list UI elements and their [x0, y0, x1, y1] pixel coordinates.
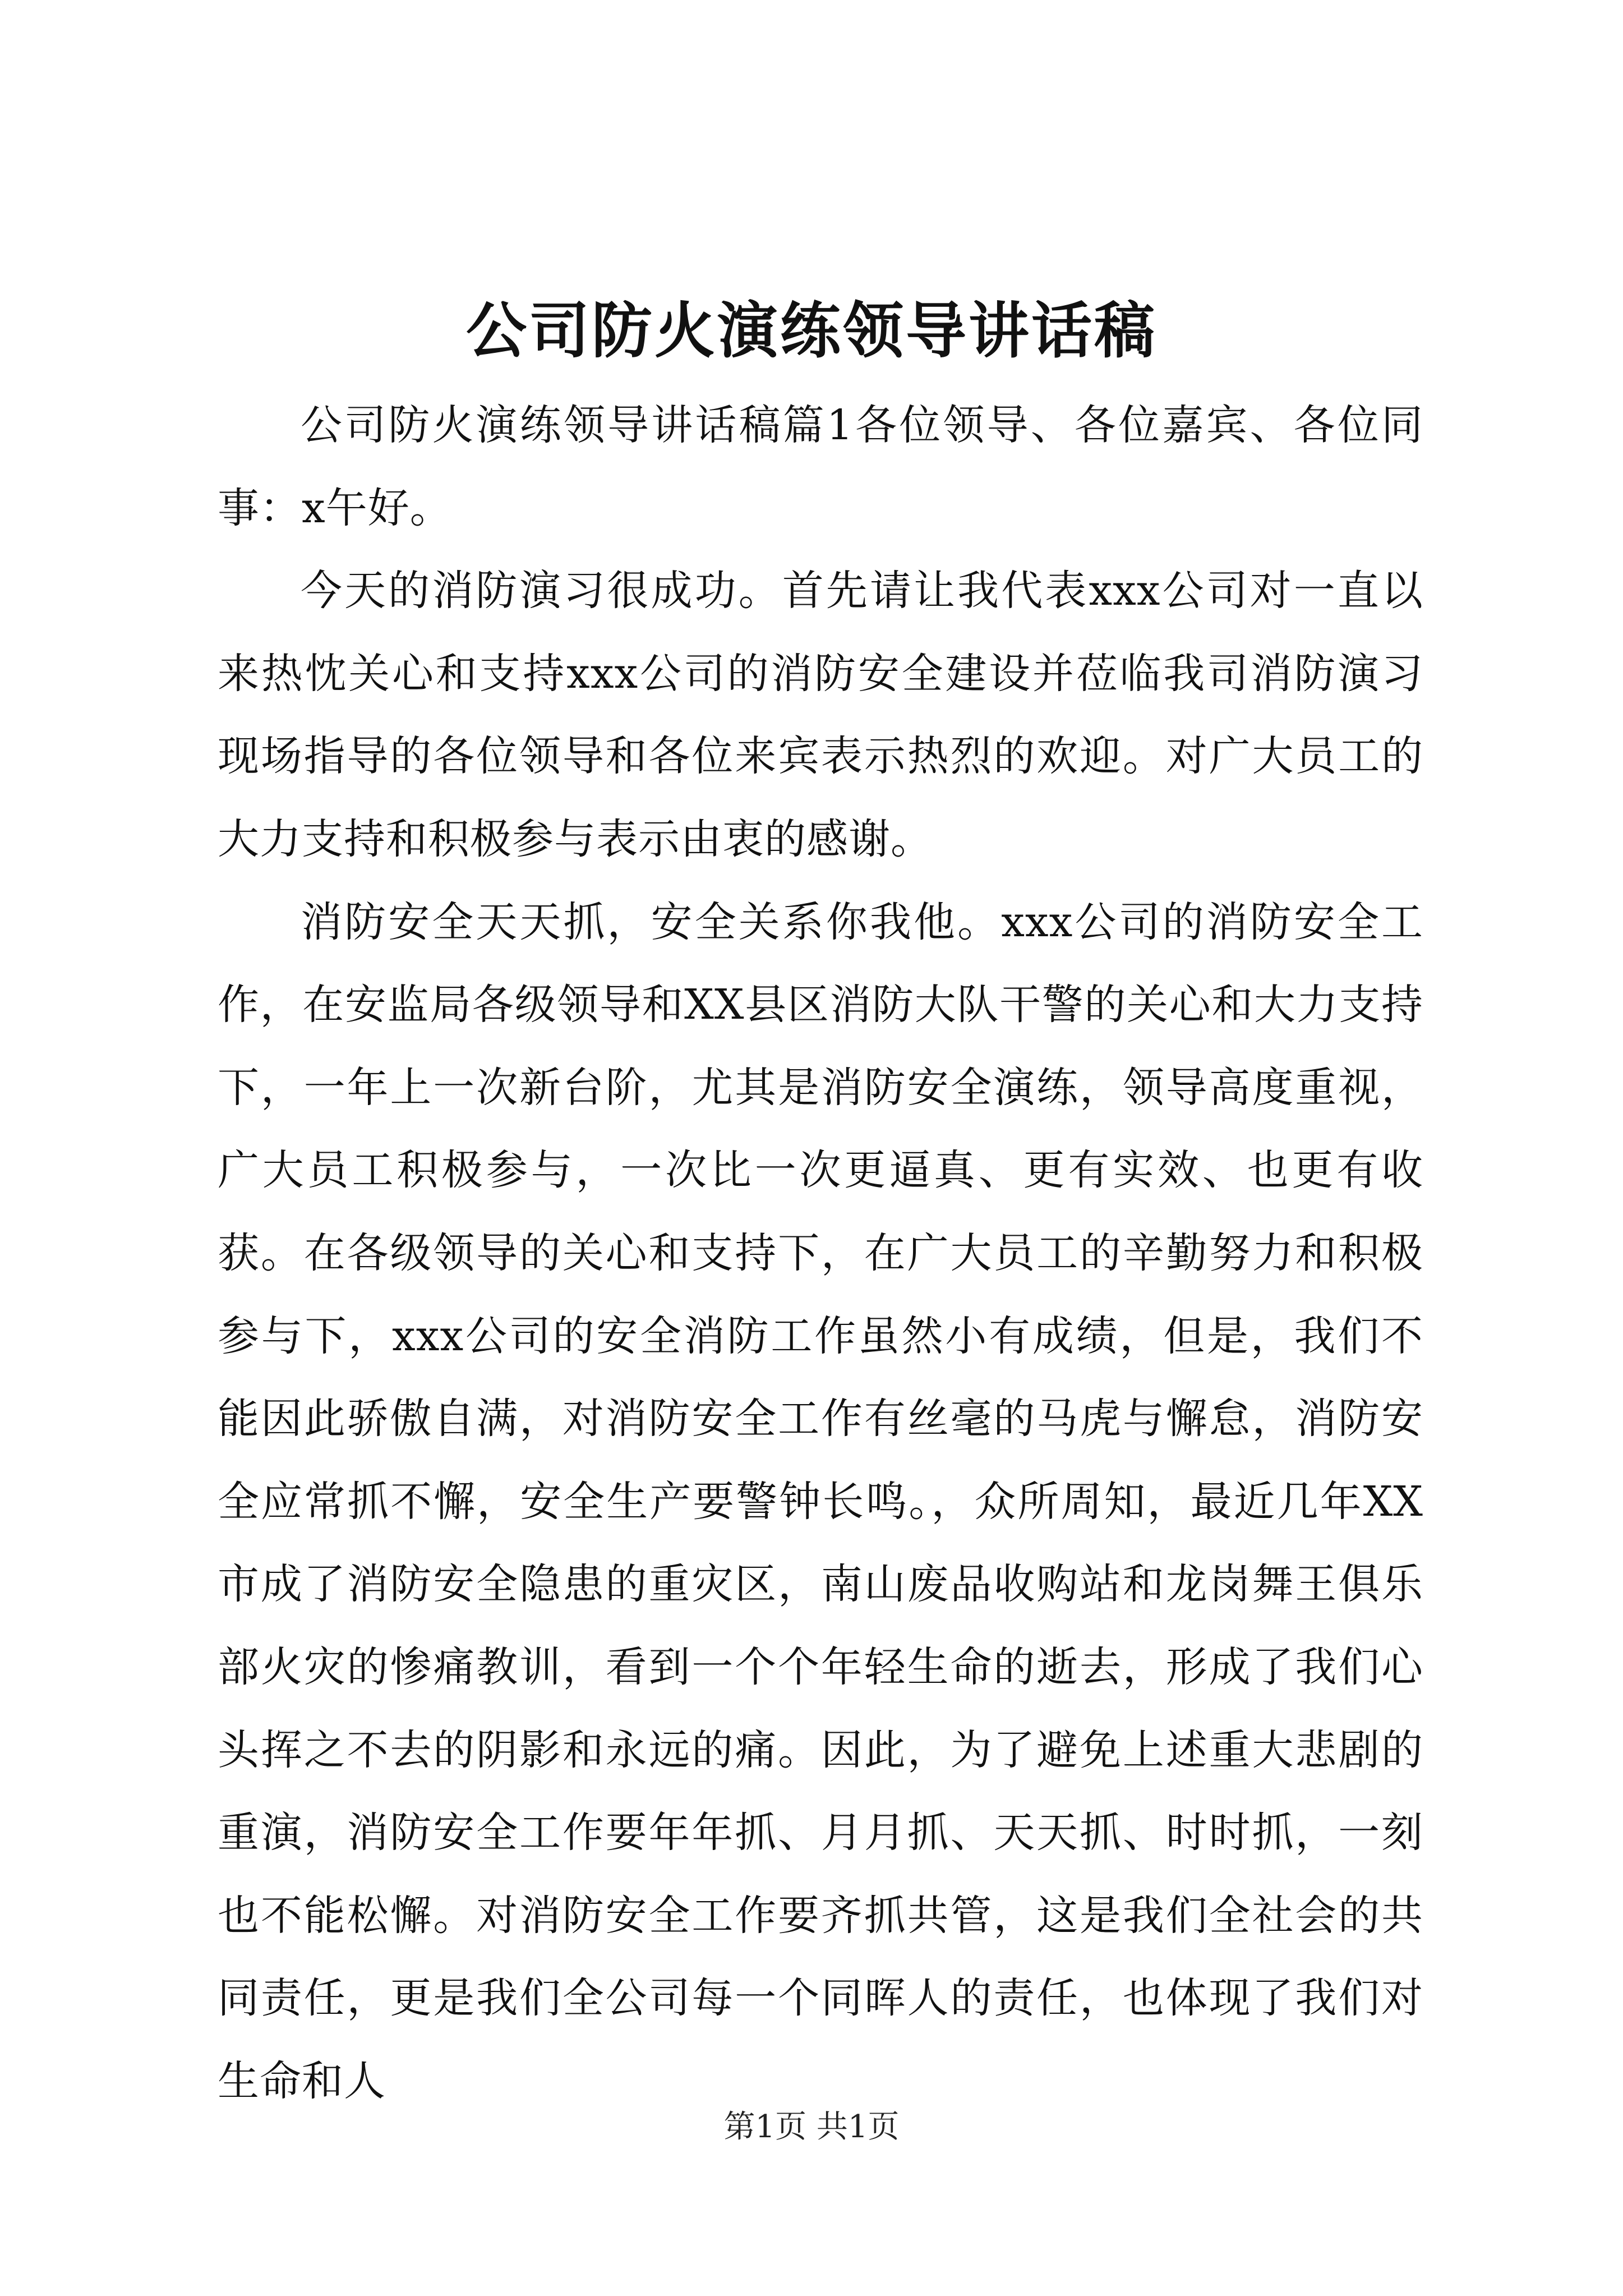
paragraph-greeting: 公司防火演练领导讲话稿篇1各位领导、各位嘉宾、各位同事：x午好。 — [218, 401, 1423, 532]
paragraph-welcome: 今天的消防演习很成功。首先请让我代表xxx公司对一直以来热忱关心和支持xxx公司的消防安全建设并莅临我司消防演习现场指导的各位领导和各位来宾表示热烈的欢迎。对广大员工的大力支持和积极参与表示由衷的感谢。 — [218, 567, 1423, 863]
document-title: 公司防火演练领导讲话稿 — [465, 296, 1157, 366]
document-body — [218, 384, 1423, 2123]
page-footer: 第1页 共1页 — [723, 2109, 900, 2145]
paragraph-safety: 消防安全天天抓，安全关系你我他。xxx公司的消防安全工作，在安监局各级领导和XX县区消防大队干警的关心和大力支持下，一年上一次新台阶，尤其是消防安全演练，领导高度重视，广大员工积极参与，一次比一次更逼真、更有实效、也更有收获。在各级领导的关心和支持下，在广大员工的辛勤努力和积极参与下，xxx公司的安全消防工作虽然小有成绩，但是，我们不能因此骄傲自满，对消防安全工作有丝毫的马虎与懈怠，消防安全应常抓不懈，安全生产要警钟长鸣。，众所周知，最近几年XX市成了消防安全隐患的重灾区，南山废品收购站和龙岗舞王俱乐部火灾的惨痛教训，看到一个个年轻生命的逝去，形成了我们心头挥之不去的阴影和永远的痛。因此，为了避免上述重大悲剧的重演，消防安全工作要年年抓、月月抓、天天抓、时时抓，一刻也不能松懈。对消防安全工作要齐抓共管，这是我们全社会的共同责任，更是我们全公司每一个同晖人的责任，也体现了我们对生命和人 — [218, 898, 1423, 2105]
